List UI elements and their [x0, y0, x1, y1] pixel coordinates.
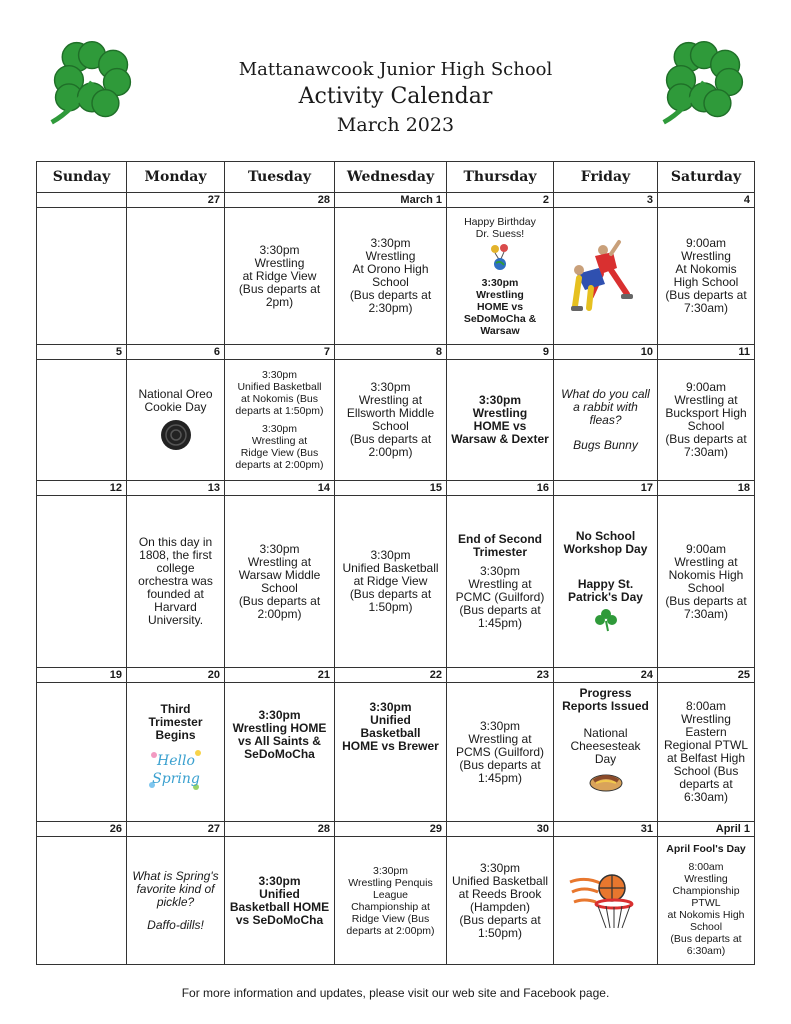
event-text: 8:00am Wrestling Championship PTWL at Nokomis High School (Bus departs at 6:30am)	[667, 861, 745, 957]
weekday-header: Tuesday	[225, 162, 335, 193]
day-cell	[554, 496, 658, 668]
date-number: 18	[658, 481, 755, 496]
event-text: Happy St. Patrick's Day	[568, 577, 643, 604]
event-text: 3:30pm Wrestling HOME vs Warsaw & Dexter	[451, 393, 549, 446]
day-cell	[225, 683, 335, 822]
day-cell	[658, 837, 755, 965]
day-cell	[658, 683, 755, 822]
event-row	[37, 683, 755, 822]
globe-balloons-icon	[487, 243, 513, 271]
day-cell	[335, 683, 447, 822]
date-number: 7	[225, 345, 335, 360]
date-number: 4	[658, 193, 755, 208]
day-cell	[127, 837, 225, 965]
event-text: No School Workshop Day	[563, 529, 648, 556]
event-text: National Oreo Cookie Day	[138, 386, 213, 414]
event-text: 3:30pm Wrestling At Orono High School (Bus departs at 2:30pm)	[349, 236, 432, 315]
event-text: Daffo-dills!	[147, 917, 204, 932]
event-text: 3:30pm Wrestling at Ridge View (Bus departs at 2:00pm)	[235, 423, 324, 471]
day-cell	[447, 360, 554, 481]
month-label: March 2023	[336, 114, 455, 136]
event-text: Third Trimester Begins	[148, 702, 203, 742]
event-row	[37, 208, 755, 345]
day-cell	[37, 360, 127, 481]
date-number	[37, 193, 127, 208]
date-number: 14	[225, 481, 335, 496]
date-number: 30	[447, 822, 554, 837]
calendar-grid	[36, 161, 755, 965]
date-number: 28	[225, 822, 335, 837]
date-number: 16	[447, 481, 554, 496]
date-number: 25	[658, 668, 755, 683]
day-cell	[658, 208, 755, 345]
event-text: 3:30pm Unified Basketball at Ridge View (Bus departs at 1:50pm)	[342, 548, 439, 614]
weekday-header: Friday	[554, 162, 658, 193]
event-text: 3:30pm Wrestling HOME vs SeDoMoCha & Warsaw	[463, 276, 537, 337]
calendar-header	[190, 58, 601, 138]
date-number: 17	[554, 481, 658, 496]
date-number: March 1	[335, 193, 447, 208]
day-cell	[37, 208, 127, 345]
day-cell	[37, 683, 127, 822]
date-number: 2	[447, 193, 554, 208]
day-cell	[335, 360, 447, 481]
day-cell	[335, 837, 447, 965]
date-number: 20	[127, 668, 225, 683]
date-number: 29	[335, 822, 447, 837]
date-number: 13	[127, 481, 225, 496]
date-number: 22	[335, 668, 447, 683]
day-cell	[447, 837, 554, 965]
event-row	[37, 360, 755, 481]
date-row	[37, 822, 755, 837]
event-text: Happy Birthday Dr. Suess!	[464, 215, 536, 240]
weekday-header: Sunday	[37, 162, 127, 193]
day-cell	[447, 496, 554, 668]
day-cell	[127, 496, 225, 668]
event-text: April Fool's Day	[666, 843, 746, 855]
event-text: 3:30pm Wrestling at Warsaw Middle School (Bus departs at 2:00pm)	[238, 541, 321, 621]
day-cell	[335, 208, 447, 345]
hello-spring-text: Spring	[151, 771, 200, 787]
date-number: 11	[658, 345, 755, 360]
event-text: 3:30pm Unified Basketball at Nokomis (Bus departs at 1:50pm)	[235, 369, 324, 417]
day-cell	[554, 837, 658, 965]
day-cell	[554, 360, 658, 481]
date-row	[37, 668, 755, 683]
event-text: Progress Reports Issued	[562, 686, 649, 713]
date-number: 27	[127, 193, 225, 208]
date-number: 15	[335, 481, 447, 496]
school-name: Mattanawcook Junior High School	[238, 59, 553, 80]
event-text: 3:30pm Wrestling at Ridge View (Bus departs at 2pm)	[238, 242, 321, 309]
event-text: 3:30pm Wrestling Penquis League Championship at Ridge View (Bus departs at 2:00pm)	[346, 864, 435, 937]
date-row	[37, 481, 755, 496]
day-cell	[127, 683, 225, 822]
day-cell	[658, 496, 755, 668]
day-cell	[335, 496, 447, 668]
weekday-header: Thursday	[447, 162, 554, 193]
event-text: 3:30pm Wrestling at PCMC (Guilford) (Bus departs at 1:45pm)	[455, 564, 545, 630]
event-text: National Cheesesteak Day	[570, 726, 641, 766]
day-cell	[127, 360, 225, 481]
date-number: 26	[37, 822, 127, 837]
date-number: 3	[554, 193, 658, 208]
event-text: 3:30pm Unified Basketball HOME vs SeDoMoCha	[229, 873, 330, 927]
date-number: 19	[37, 668, 127, 683]
oreo-cookie-icon	[159, 417, 193, 453]
weekday-header: Saturday	[658, 162, 755, 193]
weekday-header-row	[37, 162, 755, 193]
event-text: 9:00am Wrestling at Nokomis High School (Bus departs at 7:30am)	[665, 541, 747, 621]
footer-note: For more information and updates, please visit our web site and Facebook page.	[181, 986, 610, 1000]
hello-spring-text: Hello	[156, 753, 195, 769]
day-cell	[447, 683, 554, 822]
date-row	[37, 345, 755, 360]
date-number: 6	[127, 345, 225, 360]
cheesesteak-icon	[588, 769, 624, 793]
event-text: What do you call a rabbit with fleas?	[561, 387, 650, 427]
page-title: Activity Calendar	[298, 84, 493, 109]
event-text: 9:00am Wrestling At Nokomis High School (Bus departs at 7:30am)	[665, 236, 747, 315]
event-text: 8:00am Wrestling Eastern Regional PTWL at Belfast High School (Bus departs at 6:30am)	[663, 699, 749, 804]
event-text: 9:00am Wrestling at Bucksport High School (Bus departs at 7:30am)	[665, 380, 747, 459]
day-cell	[447, 208, 554, 345]
event-row	[37, 496, 755, 668]
date-number: 5	[37, 345, 127, 360]
basketball-hoop-icon	[566, 864, 646, 934]
day-cell	[37, 837, 127, 965]
shamrock-icon	[44, 34, 140, 130]
day-cell	[225, 208, 335, 345]
weekday-header: Wednesday	[335, 162, 447, 193]
day-cell	[554, 208, 658, 345]
date-number: 8	[335, 345, 447, 360]
date-number: 28	[225, 193, 335, 208]
date-number: 24	[554, 668, 658, 683]
day-cell	[658, 360, 755, 481]
event-text: What is Spring's favorite kind of pickle?	[132, 868, 219, 909]
date-row	[37, 193, 755, 208]
date-number: 21	[225, 668, 335, 683]
date-number: 12	[37, 481, 127, 496]
day-cell	[225, 837, 335, 965]
day-cell	[225, 496, 335, 668]
event-text: 3:30pm Unified Basketball HOME vs Brewer	[342, 700, 439, 753]
day-cell	[225, 360, 335, 481]
date-number: 31	[554, 822, 658, 837]
event-row	[37, 837, 755, 965]
date-number: 9	[447, 345, 554, 360]
event-text: Bugs Bunny	[573, 438, 638, 452]
event-text: 3:30pm Unified Basketball at Reeds Brook (Hampden) (Bus departs at 1:50pm)	[451, 860, 549, 940]
event-text: 3:30pm Wrestling HOME vs All Saints & SeDoMoCha	[232, 708, 327, 761]
day-cell	[127, 208, 225, 345]
event-text: 3:30pm Wrestling at PCMS (Guilford) (Bus departs at 1:45pm)	[455, 718, 544, 785]
date-number: 10	[554, 345, 658, 360]
small-shamrock-icon	[593, 607, 619, 633]
date-number: 23	[447, 668, 554, 683]
wrestlers-icon	[565, 234, 647, 316]
event-text: End of Second Trimester	[458, 532, 542, 559]
event-text: 3:30pm Wrestling at Ellsworth Middle School (Bus departs at 2:00pm)	[346, 380, 435, 459]
date-number: 27	[127, 822, 225, 837]
day-cell	[37, 496, 127, 668]
event-text: On this day in 1808, the first college orchestra was founded at Harvard University.	[138, 535, 213, 627]
shamrock-icon	[656, 34, 752, 130]
date-number: April 1	[658, 822, 755, 837]
hello-spring-art	[146, 745, 206, 795]
day-cell	[554, 683, 658, 822]
weekday-header: Monday	[127, 162, 225, 193]
